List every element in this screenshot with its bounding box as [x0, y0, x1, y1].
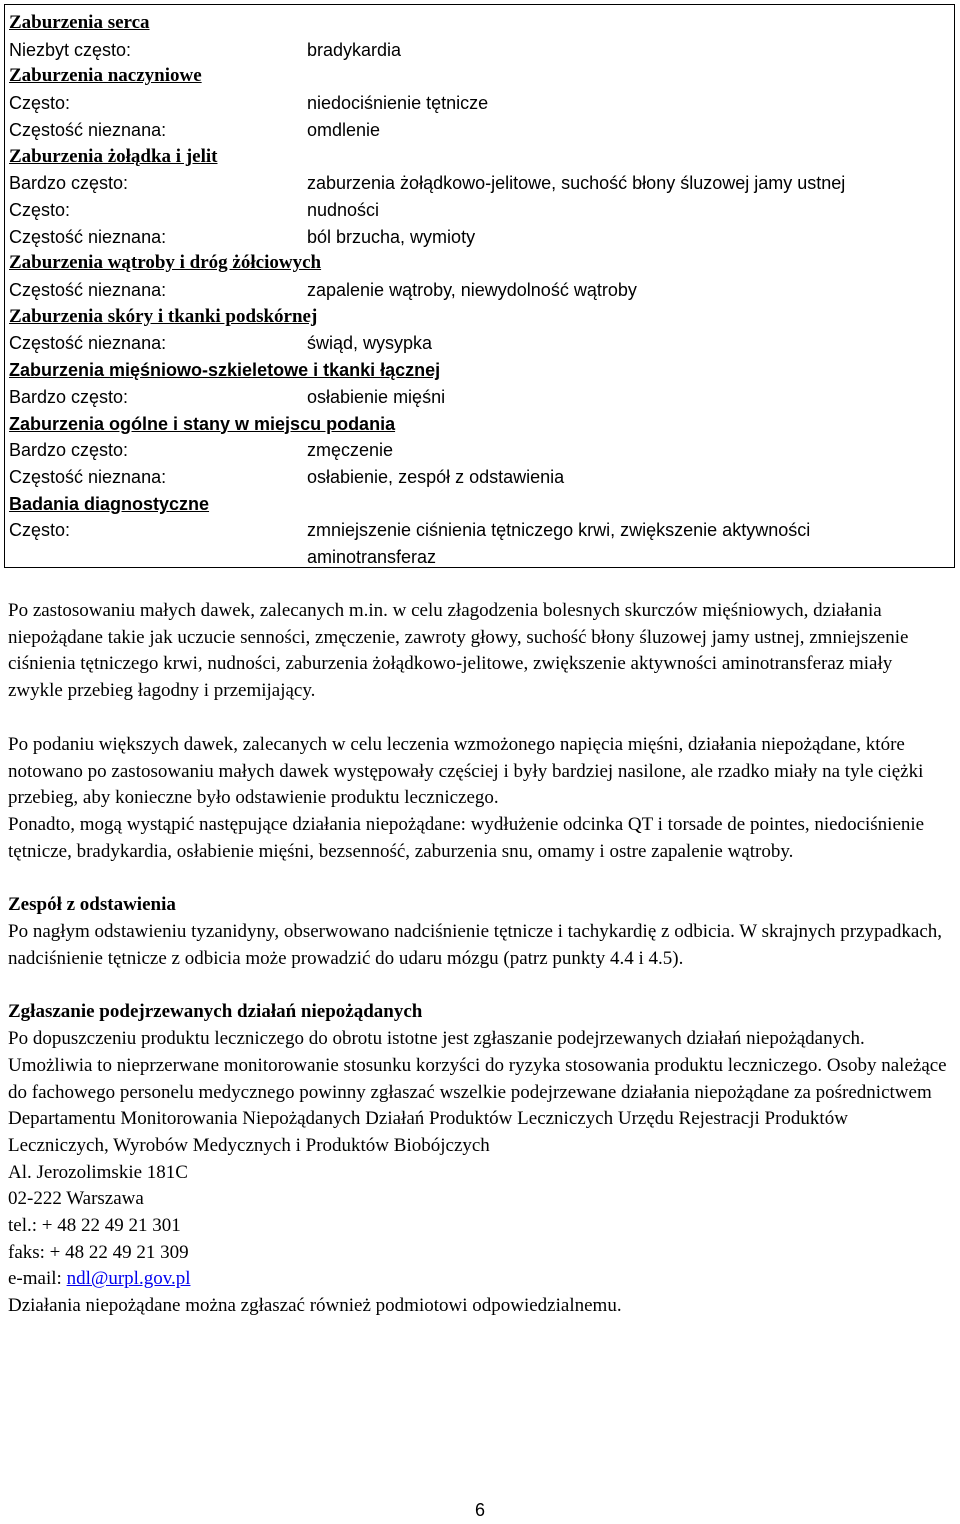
table-row [9, 90, 954, 117]
effect-value: ból brzucha, wymioty [307, 226, 476, 247]
section-heading: Zaburzenia serca [9, 12, 150, 33]
effect-value: osłabienie, zespół z odstawienia [307, 466, 565, 487]
effect-value: omdlenie [307, 119, 381, 140]
paragraph-additional: Ponadto, mogą wystąpić następujące działania niepożądane: wydłużenie odcinka QT i torsade de pointes, niedociśnienie tętnicze, bradykardia, osłabienie mięśni, bezsenność, zaburzenia snu, omamy i ostre zapalenie wątroby. [8, 813, 925, 862]
effect-value: zmniejszenie ciśnienia tętniczego krwi, zwiększenie aktywności aminotransferaz [307, 520, 811, 568]
address-city: 02-222 Warszawa [8, 1188, 144, 1210]
table-row [9, 330, 954, 357]
effect-value: niedociśnienie tętnicze [307, 93, 489, 114]
frequency-label: Częstość nieznana: [9, 466, 167, 487]
table-row [9, 384, 954, 411]
effect-value: osłabienie mięśni [307, 386, 446, 407]
effect-value: bradykardia [307, 39, 402, 60]
effect-value: nudności [307, 199, 380, 220]
table-row [9, 277, 954, 304]
table-row [9, 464, 954, 491]
address-street: Al. Jerozolimskie 181C [8, 1161, 188, 1183]
reporting-text: Po dopuszczeniu produktu leczniczego do obrotu istotne jest zgłaszanie podejrzewanych działań niepożądanych. Umożliwia to nieprzerwane monitorowanie stosunku korzyści do ryzyka stosowania produktu leczniczego. Osoby należące do fachowego personelu medycznego powinny zgłaszać wszelkie podejrzewane działania niepożądane za pośrednictwem Departamentu Monitorowania Niepożądanych Działań Produktów Leczniczych Urzędu Rejestracji Produktów Leczniczych, Wyrobów Medycznych i Produktów Biobójczych [8, 1028, 947, 1156]
effect-value: zmęczenie [307, 440, 394, 461]
email-prefix: e-mail: [8, 1268, 67, 1290]
section-heading: Zaburzenia skóry i tkanki podskórnej [9, 305, 318, 327]
fax-number: faks: + 48 22 49 21 309 [8, 1241, 189, 1263]
effect-value: świąd, wysypka [307, 333, 433, 354]
withdrawal-text: Po nagłym odstawieniu tyzanidyny, obserwowano nadciśnienie tętnicze i tachykardię z odbicia. W skrajnych przypadkach, nadciśnienie tętnicze z odbicia może prowadzić do udaru mózgu (patrz punkty 4.4 i 4.5). [8, 921, 943, 969]
section-heading: Zaburzenia żołądka i jelit [9, 145, 218, 167]
table-row [9, 117, 954, 144]
frequency-label: Częstość nieznana: [9, 119, 167, 140]
table-row [9, 437, 954, 464]
section-heading: Zaburzenia mięśniowo-szkieletowe i tkanki łącznej [9, 360, 441, 381]
section-heading: Zaburzenia wątroby i dróg żółciowych [9, 252, 322, 274]
section-heading: Zaburzenia naczyniowe [9, 65, 202, 87]
page-number: 6 [474, 1500, 485, 1520]
table-row [9, 224, 954, 251]
final-note: Działania niepożądane można zgłaszać również podmiotowi odpowiedzialnemu. [8, 1295, 622, 1317]
reporting-heading: Zgłaszanie podejrzewanych działań niepożądanych [8, 1001, 423, 1023]
frequency-label: Częstość nieznana: [9, 333, 167, 354]
frequency-label: Bardzo często: [9, 386, 129, 407]
withdrawal-heading: Zespół z odstawienia [8, 894, 176, 916]
document-body [8, 598, 948, 1320]
effect-value: zaburzenia żołądkowo-jelitowe, suchość błony śluzowej jamy ustnej [307, 173, 846, 194]
table-row [9, 170, 954, 197]
frequency-label: Często: [9, 199, 71, 220]
email-line [8, 1266, 948, 1293]
section-heading: Zaburzenia ogólne i stany w miejscu podania [9, 413, 396, 434]
adverse-effects-table [4, 4, 955, 568]
paragraph-small-doses: Po zastosowaniu małych dawek, zalecanych m.in. w celu złagodzenia bolesnych skurczów mięśniowych, działania niepożądane takie jak uczucie senności, zmęczenie, zawroty głowy, suchość błony śluzowej jamy ustnej, zmniejszenie ciśnienia tętniczego krwi, nudności, zaburzenia żołądkowo-jelitowe, zwiększenie aktywności aminotransferaz miały zwykle przebieg łagodny i przemijający. [8, 600, 909, 702]
phone-number: tel.: + 48 22 49 21 301 [8, 1215, 181, 1237]
table-row [9, 517, 954, 570]
frequency-label: Bardzo często: [9, 440, 129, 461]
email-link[interactable]: ndl@urpl.gov.pl [66, 1268, 191, 1290]
frequency-label: Częstość nieznana: [9, 280, 167, 301]
frequency-label: Często: [9, 520, 71, 541]
frequency-label: Częstość nieznana: [9, 226, 167, 247]
paragraph-large-doses: Po podaniu większych dawek, zalecanych w celu leczenia wzmożonego napięcia mięśni, działania niepożądane, które notowano po zastosowaniu małych dawek występowały częściej i były bardziej nasilone, ale rzadko miały na tyle ciężki przebieg, aby konieczne było odstawienie produktu leczniczego. [8, 733, 924, 809]
frequency-label: Bardzo często: [9, 173, 129, 194]
effect-value: zapalenie wątroby, niewydolność wątroby [307, 280, 637, 301]
table-row [9, 197, 954, 224]
section-heading: Badania diagnostyczne [9, 493, 210, 514]
frequency-label: Często: [9, 93, 71, 114]
table-row [9, 37, 954, 64]
frequency-label: Niezbyt często: [9, 39, 132, 60]
